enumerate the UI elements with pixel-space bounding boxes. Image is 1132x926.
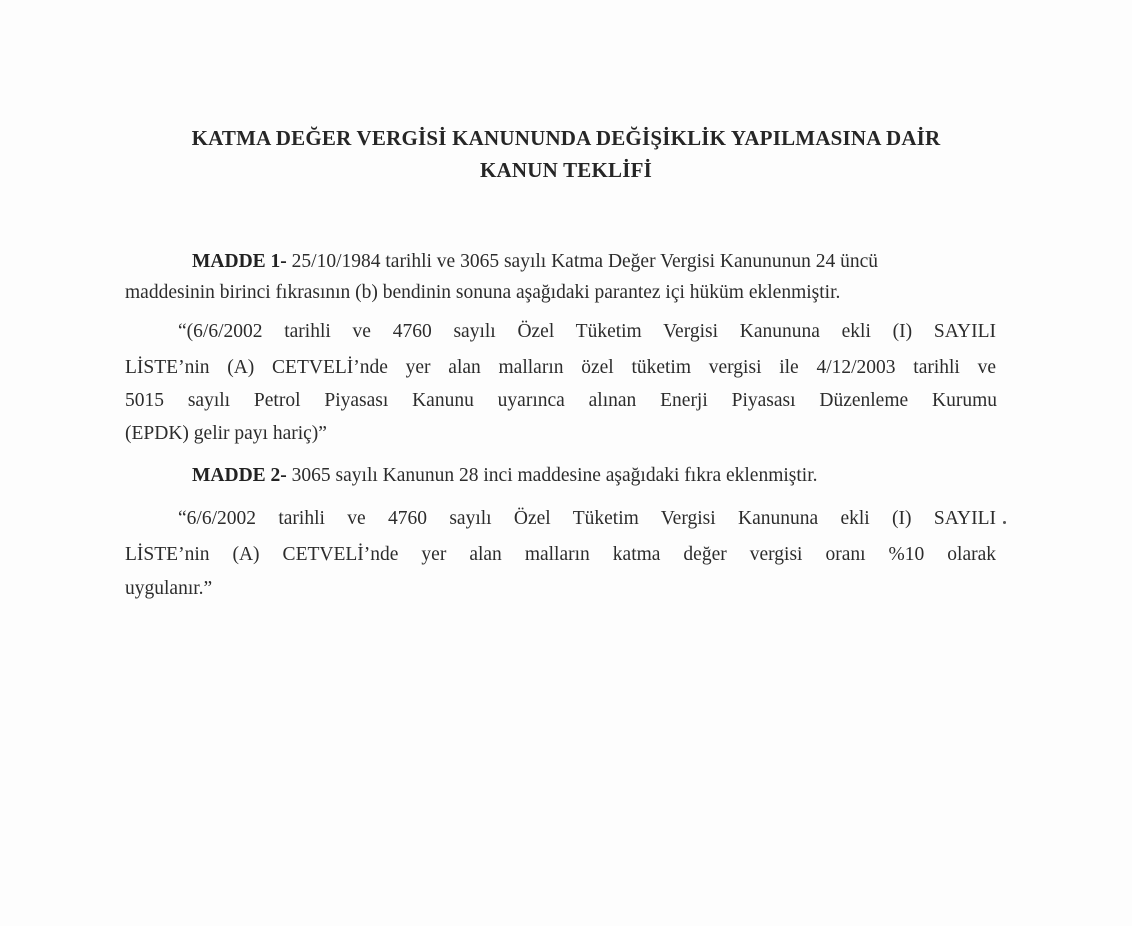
article-2-first-line	[192, 465, 818, 487]
article-1-first-line	[192, 251, 878, 273]
article-2-text: 3065 sayılı Kanunun 28 inci maddesine aşağıdaki fıkra eklenmiştir.	[286, 465, 818, 486]
article-2-quote-line-2: LİSTE’nin (A) CETVELİ’nde yer alan malların katma değer vergisi oranı %10 olarak	[125, 544, 996, 565]
article-1-second-line: maddesinin birinci fıkrasının (b) bendinin sonuna aşağıdaki parantez içi hüküm eklenmiştir.	[125, 282, 841, 303]
article-1-quote-line-3: 5015 sayılı Petrol Piyasası Kanunu uyarınca alınan Enerji Piyasası Düzenleme Kurumu	[125, 390, 997, 411]
article-1-quote-line-1: “(6/6/2002 tarihli ve 4760 sayılı Özel Tüketim Vergisi Kanununa ekli (I) SAYILI	[178, 321, 996, 342]
scan-speck	[1003, 521, 1006, 524]
article-1-text: 25/10/1984 tarihli ve 3065 sayılı Katma Değer Vergisi Kanununun 24 üncü	[286, 251, 879, 272]
article-1-quote-line-2: LİSTE’nin (A) CETVELİ’nde yer alan malların özel tüketim vergisi ile 4/12/2003 tarihli ve	[125, 357, 996, 378]
article-1-quote-line-4: (EPDK) gelir payı hariç)”	[125, 423, 327, 444]
article-1-label: MADDE 1-	[192, 251, 287, 272]
document-title-line-1: KATMA DEĞER VERGİSİ KANUNUNDA DEĞİŞİKLİK YAPILMASINA DAİR	[191, 126, 941, 150]
document-title-line-2: KANUN TEKLİFİ	[480, 158, 652, 182]
article-2-label: MADDE 2-	[192, 465, 287, 486]
article-2-quote-line-3: uygulanır.”	[125, 578, 213, 599]
article-2-quote-line-1: “6/6/2002 tarihli ve 4760 sayılı Özel Tüketim Vergisi Kanununa ekli (I) SAYILI	[178, 508, 996, 529]
